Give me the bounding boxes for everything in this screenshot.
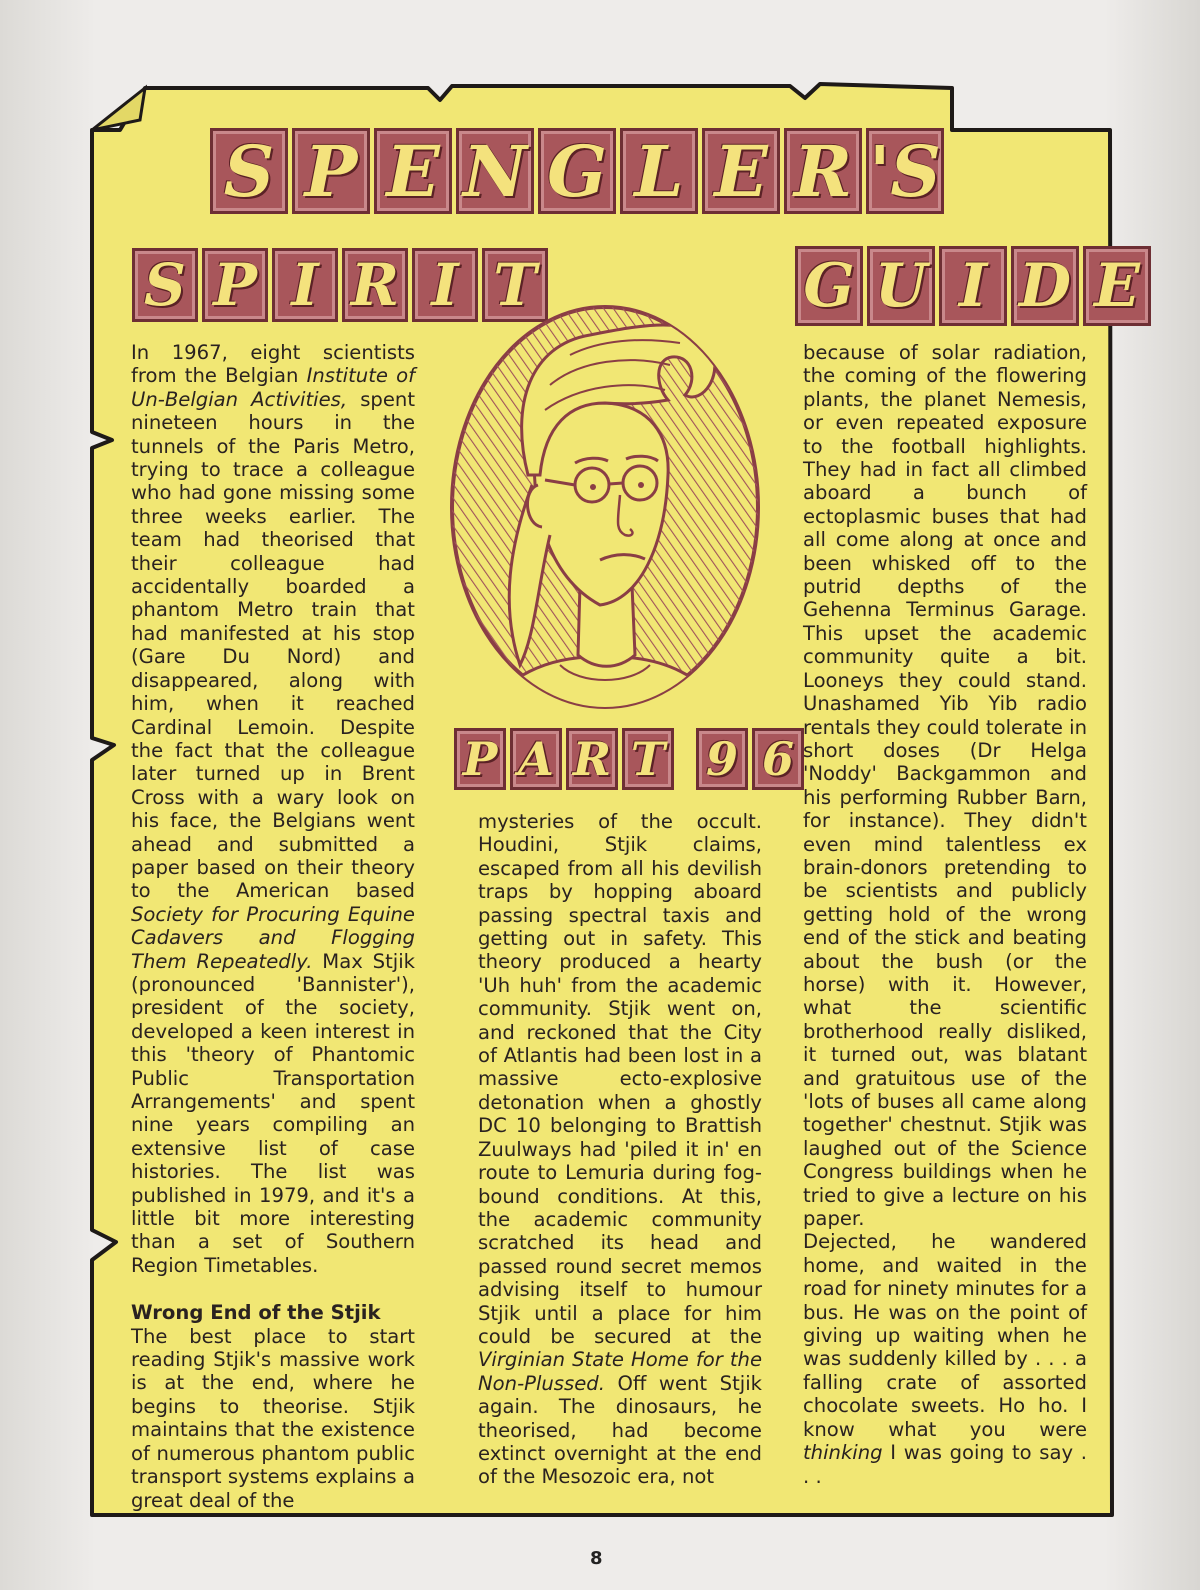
- title-tile: R: [342, 248, 408, 322]
- paragraph: Dejected, he wandered home, and waited in the road for ninety minutes for a bus. He was on the point of giving up waiting when he was suddenly killed by . . . a falling crate of assorted chocolate sweets. Ho ho. I know what you were thinking I was going to say . . .: [803, 1230, 1087, 1488]
- title-tile: I: [412, 248, 478, 322]
- article-column-3: [803, 341, 1087, 1488]
- title-tile: E: [1083, 246, 1151, 326]
- title-tile: N: [456, 128, 534, 214]
- title-tile: E: [702, 128, 780, 214]
- part-96-label: [454, 728, 804, 790]
- title-tile: L: [620, 128, 698, 214]
- title-tile: I: [272, 248, 338, 322]
- title-tile: D: [1011, 246, 1079, 326]
- spacer: [678, 728, 692, 790]
- title-tile: U: [867, 246, 935, 326]
- paragraph: In 1967, eight scientists from the Belgian Institute of Un-Belgian Activities, spent nineteen hours in the tunnels of the Paris Metro, trying to trace a colleague who had gone missing some three weeks earlier. The team had theorised that their colleague had accidentally boarded a phantom Metro train that had manifested at his stop (Gare Du Nord) and disappeared, along with him, when it reached Cardinal Lemoin. Despite the fact that the colleague later turned up in Brent Cross with a wary look on his face, the Belgians went ahead and submitted a paper based on their theory to the American based Society for Procuring Equine Cadavers and Flogging Them Repeatedly. Max Stjik (pronounced 'Bannister'), president of the society, developed a keen interest in this 'theory of Phantomic Public Transportation Arrangements' and spent nine years compiling an extensive list of case histories. The list was published in 1979, and it's a little bit more interesting than a set of Southern Region Timetables.: [131, 341, 416, 1277]
- title-tile: T: [622, 728, 674, 790]
- title-tile: 'S: [866, 128, 944, 214]
- article-column-1: [131, 341, 415, 1512]
- title-tile: I: [939, 246, 1007, 326]
- page-number: 8: [590, 1548, 603, 1569]
- title-spenglers: [210, 128, 944, 214]
- title-tile: S: [132, 248, 198, 322]
- title-tile: G: [795, 246, 863, 326]
- title-tile: R: [566, 728, 618, 790]
- title-tile: 9: [696, 728, 748, 790]
- article-column-2: [478, 810, 762, 1489]
- spengler-portrait: [440, 285, 770, 725]
- subheading: Wrong End of the Stjik: [131, 1301, 381, 1325]
- title-tile: G: [538, 128, 616, 214]
- title-tile: T: [482, 248, 548, 322]
- title-tile: P: [202, 248, 268, 322]
- title-tile: A: [510, 728, 562, 790]
- paragraph: mysteries of the occult. Houdini, Stjik claims, escaped from all his devilish traps by hopping aboard passing spectral taxis and getting out in safety. This theory produced a hearty 'Uh huh' from the academic community. Stjik went on, and reckoned that the City of Atlantis had been lost in a massive ecto-explosive detonation when a ghostly DC 10 belonging to Brattish Zuulways had 'piled it in' en route to Lemuria during fog-bound conditions. At this, the academic community scratched its head and passed round secret memos advising itself to humour Stjik until a place for him could be secured at the Virginian State Home for the Non-Plussed. Off went Stjik again. The dinosaurs, he theorised, had become extinct overnight at the end of the Mesozoic era, not: [478, 810, 762, 1489]
- title-tile: 6: [752, 728, 804, 790]
- title-tile: E: [374, 128, 452, 214]
- title-tile: R: [784, 128, 862, 214]
- paragraph: The best place to start reading Stjik's massive work is at the end, where he begins to theorise. Stjik maintains that the existence of numerous phantom public transport systems explains a great deal of the: [131, 1324, 415, 1512]
- paragraph: because of solar radiation, the coming of the flowering plants, the planet Nemesis, or even repeated exposure to the football highlights. They had in fact all climbed aboard a bunch of ectoplasmic buses that had all come along at once and been whisked off to the putrid depths of the Gehenna Terminus Garage. This upset the academic community quite a bit. Looneys they could stand. Unashamed Yib Yib radio rentals they could tolerate in short doses (Dr Helga 'Noddy' Backgammon and his performing Rubber Barn, for instance). They didn't even mind talentless ex brain-donors pretending to be scientists and publicly getting hold of the wrong end of the stick and beating about the bush (or the horse) with it. However, what the scientific brotherhood really disliked, it turned out, was blatant and gratuitous use of the 'lots of buses all came along together' chestnut. Stjik was laughed out of the Science Congress buildings when he tried to give a lecture on his paper.: [803, 341, 1087, 1231]
- title-tile: P: [292, 128, 370, 214]
- title-tile: P: [454, 728, 506, 790]
- title-tile: S: [210, 128, 288, 214]
- title-guide: [795, 246, 1151, 326]
